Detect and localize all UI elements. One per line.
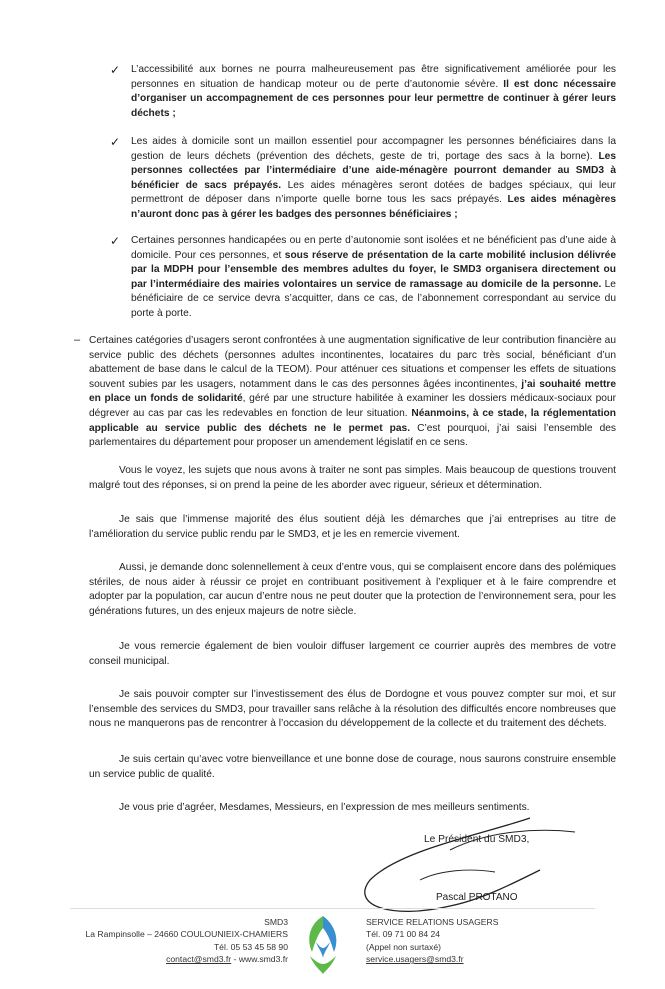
footer-website-link[interactable]: www.smd3.fr	[238, 954, 288, 965]
footer-service-email-link[interactable]: service.usagers@smd3.fr	[366, 954, 464, 965]
footer-contact-right	[366, 916, 566, 966]
text-run: Certaines personnes handicapées ou en perte d’autonomie sont isolées et ne bénéficient pas d’une aide à domicile. Pour ces personnes, et	[131, 235, 616, 261]
checkmark-icon: ✓	[110, 135, 121, 149]
paragraph-distribute: Je vous remercie également de bien vouloir diffuser largement ce courrier auprès des membres de votre conseil municipal.	[89, 641, 616, 667]
text-run: Certaines catégories d’usagers seront confrontées à une augmentation significative de leur contribution financière au service public des déchets (personnes adultes incontinentes, locataires du parc très social, bénéficiant d’un abattement de base dans le calcul de la TEOM). Pour atténuer ces situations et compenser les effets de situations souvent subies par les usagers, notamment dans le cas des personnes âgées incontinentes,	[89, 335, 616, 390]
footer-address: La Rampinsolle – 24660 COULOUNIEIX-CHAMIERS	[85, 929, 288, 940]
signatory-name: Pascal PROTANO	[436, 892, 518, 903]
bullet-home-aides	[131, 135, 616, 223]
bold-text-run: Néanmoins, à ce stade, la réglementation applicable au service public des déchets ne le permet pas.	[89, 407, 617, 434]
paragraph-support: Je sais que l’immense majorité des élus soutient déjà les démarches que j’ai entreprises au titre de l’amélioration du service public rendu par le SMD3, et je les en remercie vivement.	[89, 514, 616, 540]
text-run: Les aides à domicile sont un maillon essentiel pour accompagner les personnes bénéficiaires dans la gestion de leurs déchets (prévention des déchets, geste de tri, portage des sacs à la borne).	[131, 136, 616, 162]
bold-text-run: Les personnes collectées par l’intermédiaire d’une aide-ménagère pourront demander au SMD3 à bénéficier de sacs prépayés.	[131, 150, 616, 191]
footer-service-note: (Appel non surtaxé)	[366, 941, 441, 952]
footer-service-name: SERVICE RELATIONS USAGERS	[366, 917, 499, 927]
bullet-accessibility	[131, 63, 616, 121]
text-run: , géré par une structure habilitée à examiner les dossiers médicaux-sociaux pour dégrever au cas par cas les redevables en fonction de leur situation.	[89, 393, 616, 419]
dash-bullet-icon: –	[74, 334, 81, 346]
paragraph-commitment: Je sais pouvoir compter sur l’investissement des élus de Dordogne et vous pouvez compter sur moi, et sur l’ensemble des services du SMD3, pour travailler sans relâche à la résolution des difficultés encore nombreuses que nous ne manquerons pas de rencontrer à l’occasion du développement de la collecte et du traitement des déchets.	[89, 689, 616, 730]
closing-formula: Je vous prie d’agréer, Mesdames, Messieurs, en l’expression de mes meilleurs sentiments.	[119, 802, 530, 813]
checkmark-icon: ✓	[110, 234, 121, 248]
footer-email-link[interactable]: contact@smd3.fr	[166, 954, 232, 965]
bold-text-run: Il est donc nécessaire d’organiser un accompagnement de ces personnes pour leur permettre de continuer à gérer leurs déchets ;	[131, 78, 616, 119]
smd3-logo-icon	[300, 912, 346, 978]
bold-text-run: j’ai souhaité mettre en place un fonds de solidarité	[89, 378, 616, 405]
paragraph-quality: Je suis certain qu’avec votre bienveillance et une bonne dose de courage, nous saurons construire ensemble un service public de qualité.	[89, 754, 616, 780]
paragraph-request: Aussi, je demande donc solennellement à ceux d’entre vous, qui se complaisent encore dans des polémiques stériles, de nous aider à réussir ce projet en contribuant positivement à l’expliquer et à le faire comprendre et adopter par la population, car aucun d’entre nous ne peut douter que la protection de l’environnement sera, pour les générations futures, un des enjeux majeurs de notre siècle.	[89, 562, 616, 617]
footer-links	[70, 953, 288, 965]
footer-org: SMD3	[264, 917, 288, 927]
footer-contact-left	[70, 916, 288, 966]
text-run: Les aides ménagères seront dotées de badges spéciaux, qui leur permettront de déposer dans n’importe quelle borne tous les sacs prépayés.	[131, 179, 616, 206]
footer-service-phone: Tél. 09 71 00 84 24	[366, 929, 441, 940]
dash-item-solidarity-fund	[89, 334, 616, 451]
bullet-home-pickup	[131, 234, 616, 322]
footer-divider	[70, 908, 595, 909]
footer-phone: Tél. 05 53 45 58 90	[213, 941, 288, 952]
text-run: C’est pourquoi, j’ai saisi l’ensemble des parlementaires du département pour proposer un amendement législatif en ce sens.	[89, 422, 616, 449]
handwritten-signature	[330, 810, 590, 920]
text-run: Le bénéficiaire de ce service devra s’acquitter, dans ce cas, de l’abonnement correspondant au service du porte à porte.	[131, 278, 616, 319]
checkmark-icon: ✓	[110, 63, 121, 77]
signatory-title: Le Président du SMD3,	[424, 834, 530, 845]
footer-links-separator: -	[231, 954, 239, 965]
paragraph-subjects: Vous le voyez, les sujets que nous avons à traiter ne sont pas simples. Mais beaucoup de questions trouvent malgré tout des réponses, si on prend la peine de les aborder avec rigueur, sérieux et détermination.	[89, 465, 616, 491]
bold-text-run: Les aides ménagères n’auront donc pas à gérer les badges des personnes bénéficiaires ;	[131, 194, 616, 220]
text-run: L’accessibilité aux bornes ne pourra malheureusement pas être significativement améliorée pour les personnes en situation de handicap moteur ou de perte d’autonomie sévère.	[131, 64, 616, 90]
bold-text-run: sous réserve de présentation de la carte mobilité inclusion délivrée par la MDPH pour l’ensemble des membres adultes du foyer, le SMD3 organisera directement ou par l’intermédiaire des mairies volontaires un service de ramassage au domicile de la personne.	[131, 249, 616, 290]
